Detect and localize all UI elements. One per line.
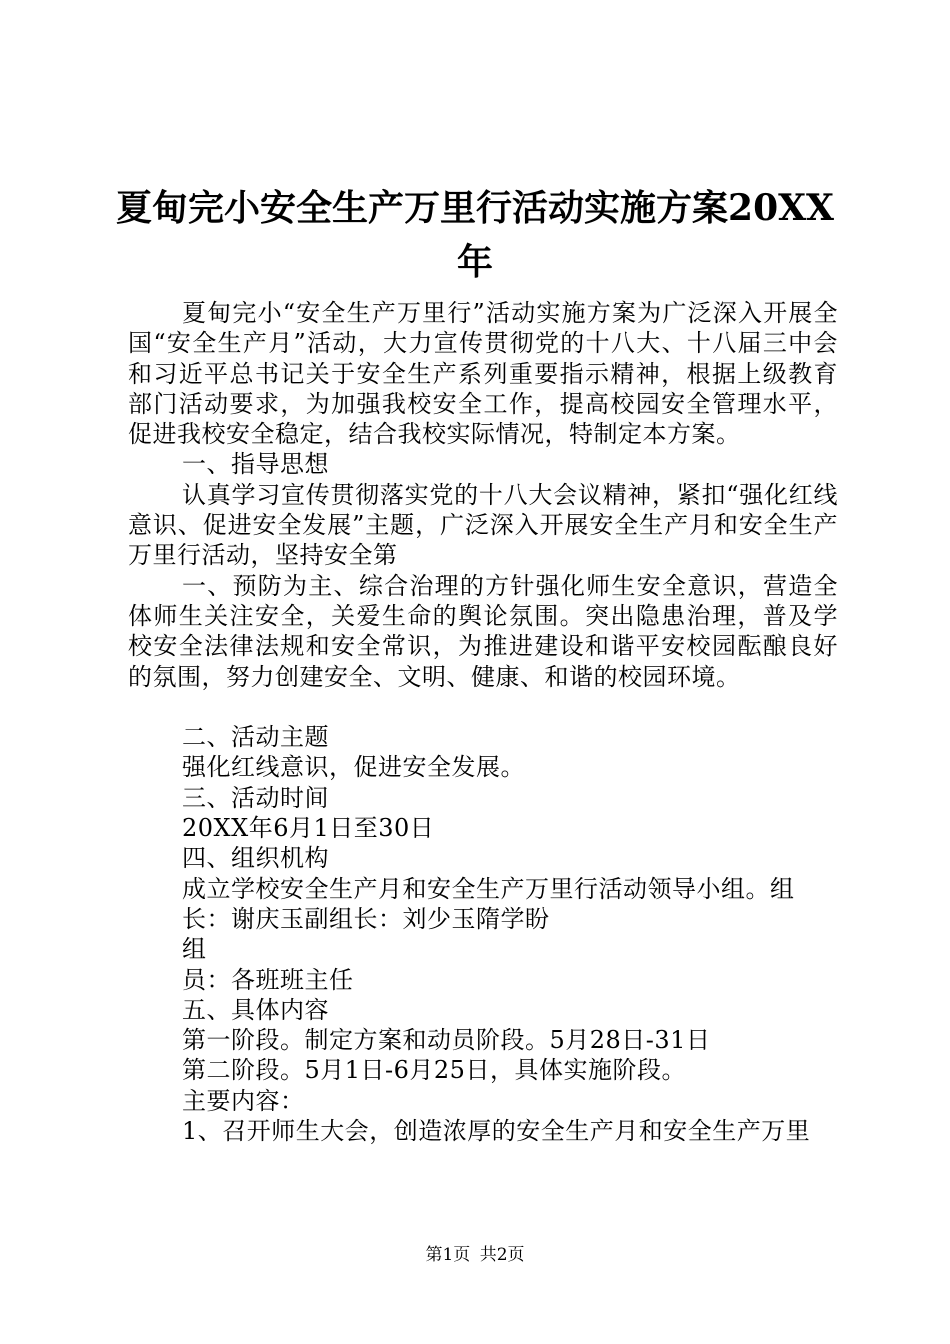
intro-paragraph: 夏甸完小“安全生产万里行”活动实施方案为广泛深入开展全国“安全生产月”活动，大力宣传贯彻党的十八大、十八届三中会和习近平总书记关于安全生产系列重要指示精神，根据上级教育部门活动要求，为加强我校安全工作，提高校园安全管理水平，促进我校安全稳定，结合我校实际情况，特制定本方案。	[128, 299, 838, 449]
section3-text: 20XX年6月1日至30日	[182, 814, 435, 843]
section2-heading: 二、活动主题	[182, 723, 329, 752]
section4-line-4: 员：各班班主任	[182, 965, 354, 994]
section2-text: 强化红线意识，促进安全发展。	[182, 753, 525, 782]
blank-line	[128, 692, 838, 722]
page-footer	[0, 1245, 950, 1265]
section4-line-2: 长：谢庆玉副组长：刘少玉隋学盼	[182, 904, 550, 933]
section5-heading: 五、具体内容	[182, 995, 329, 1024]
document-body	[128, 298, 838, 1146]
section5-stage-1: 第一阶段。制定方案和动员阶段。5月28日-31日	[182, 1026, 711, 1055]
section4-line-1: 成立学校安全生产月和安全生产万里行活动领导小组。组	[182, 874, 795, 903]
section1-paragraph-2: 一、预防为主、综合治理的方针强化师生安全意识，营造全体师生关注安全，关爱生命的舆论氛围。突出隐患治理，普及学校安全法律法规和安全常识，为推进建设和谐平安校园酝酿良好的氛围，努力创建安全、文明、健康、和谐的校园环境。	[128, 571, 838, 691]
section4-line-3: 组	[182, 935, 207, 964]
document-title-line1: 夏甸完小安全生产万里行活动实施方案20XX	[116, 187, 834, 229]
page-number-current: 第1页	[425, 1245, 471, 1265]
section3-heading: 三、活动时间	[182, 783, 329, 812]
section5-stage-2: 第二阶段。5月1日-6月25日，具体实施阶段。	[182, 1056, 686, 1085]
section5-main-content: 主要内容：	[182, 1086, 305, 1115]
section1-heading: 一、指导思想	[182, 450, 329, 479]
section1-paragraph-1: 认真学习宣传贯彻落实党的十八大会议精神，紧扣“强化红线意识、促进安全发展”主题，广泛深入开展安全生产月和安全生产万里行活动，坚持安全第	[128, 480, 838, 570]
document-title-line2: 年	[456, 241, 493, 283]
section4-heading: 四、组织机构	[182, 844, 329, 873]
section5-item-1: 1、召开师生大会，创造浓厚的安全生产月和安全生产万里	[182, 1117, 811, 1146]
page-number-total: 共2页	[479, 1245, 525, 1265]
